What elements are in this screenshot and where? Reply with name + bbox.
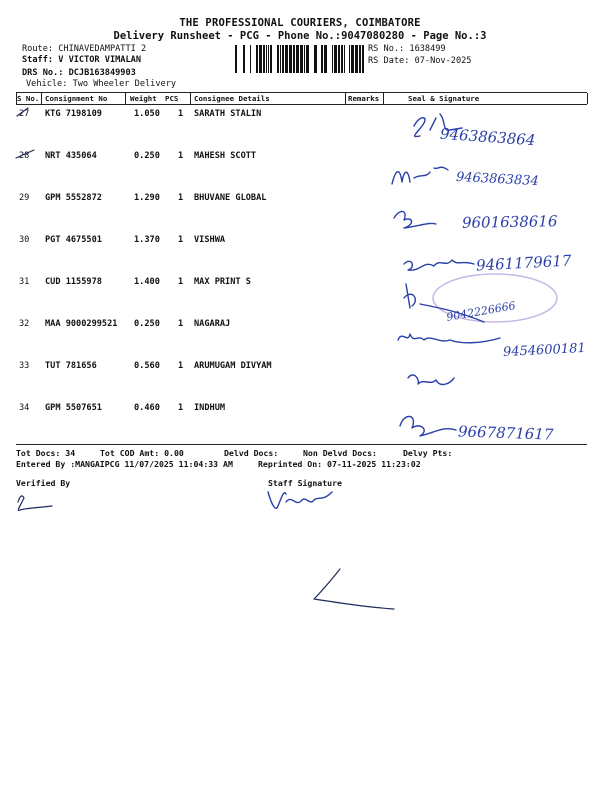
barcode [235, 45, 365, 75]
row-pcs: 1 [178, 235, 184, 245]
row-consignee: MAX PRINT S [194, 277, 251, 287]
header-top-rule [16, 92, 587, 93]
company-title: THE PROFESSIONAL COURIERS, COIMBATORE [179, 17, 421, 29]
column-divider [41, 93, 42, 104]
row-consignment-no: CUD 1155978 [45, 277, 102, 287]
handwritten-phone: 9042226666 [445, 299, 517, 324]
column-divider [190, 93, 191, 104]
row-sno: 33 [19, 361, 30, 371]
rs-date: RS Date: 07-Nov-2025 [368, 56, 472, 66]
row-consignment-no: NRT 435064 [45, 151, 97, 161]
vehicle-label: Vehicle: Two Wheeler Delivery [26, 79, 177, 89]
handwritten-phone: 9454600181 [502, 340, 587, 361]
row-consignee: NAGARAJ [194, 319, 231, 329]
row-weight: 1.290 [134, 193, 160, 203]
col-pcs: PCS [165, 94, 179, 103]
row-pcs: 1 [178, 277, 184, 287]
total-docs: Tot Docs: 34 [16, 448, 76, 458]
handwritten-phone: 9463863864 [439, 124, 536, 150]
row-weight: 0.460 [134, 403, 160, 413]
row-sno: 31 [19, 277, 30, 287]
row-pcs: 1 [178, 151, 184, 161]
row-sno: 30 [19, 235, 30, 245]
row-pcs: 1 [178, 361, 184, 371]
staff-signature [262, 482, 352, 522]
row-weight: 1.050 [134, 109, 160, 119]
row-pcs: 1 [178, 109, 184, 119]
row-pcs: 1 [178, 403, 184, 413]
route-label: Route: CHINAVEDAMPATTI 2 [22, 44, 147, 54]
row-consignee: MAHESH SCOTT [194, 151, 257, 161]
row-weight: 0.250 [134, 319, 160, 329]
non-delivered-docs: Non Delvd Docs: [303, 448, 377, 458]
column-divider [587, 93, 588, 104]
row-pcs: 1 [178, 319, 184, 329]
row-sno: 28 [19, 151, 30, 161]
row-consignment-no: KTG 7198109 [45, 109, 102, 119]
row-consignee: SARATH STALIN [194, 109, 262, 119]
handwritten-phone: 9667871617 [457, 422, 554, 444]
header-bottom-rule [16, 104, 587, 105]
verifier-signature [12, 488, 72, 518]
staff-label: Staff: V VICTOR VIMALAN [22, 55, 141, 65]
column-divider [125, 93, 126, 104]
pen-mark [310, 565, 400, 615]
row-consignment-no: TUT 781656 [45, 361, 97, 371]
row-weight: 1.370 [134, 235, 160, 245]
col-consignee: Consignee Details [194, 94, 270, 103]
row-consignee: ARUMUGAM DIVYAM [194, 361, 272, 371]
col-remarks: Remarks [348, 94, 380, 103]
handwritten-phone: 9601638616 [461, 212, 558, 232]
row-consignment-no: PGT 4675501 [45, 235, 102, 245]
runsheet-subtitle: Delivery Runsheet - PCG - Phone No.:9047080280 - Page No.:3 [113, 30, 487, 42]
handwritten-phone: 9461179617 [475, 251, 572, 275]
col-consignment: Consignment No [45, 94, 108, 103]
row-consignment-no: MAA 9000299521 [45, 319, 118, 329]
column-divider [345, 93, 346, 104]
row-weight: 0.250 [134, 151, 160, 161]
rs-number: RS No.: 1638499 [368, 44, 446, 54]
delivery-points: Delvy Pts: [403, 448, 453, 458]
row-sno: 34 [19, 403, 30, 413]
footer-rule [16, 444, 587, 445]
col-sno: S No. [17, 94, 40, 103]
row-sno: 29 [19, 193, 30, 203]
drs-label: DRS No.: DCJB163849903 [22, 68, 136, 78]
delivery-signatures [390, 108, 600, 448]
total-cod-amount: Tot COD Amt: 0.00 [100, 448, 184, 458]
col-weight: Weight [130, 94, 157, 103]
delivered-docs: Delvd Docs: [224, 448, 279, 458]
reprinted-on: Reprinted On: 07-11-2025 11:23:02 [258, 459, 421, 469]
row-consignee: VISHWA [194, 235, 226, 245]
column-divider [383, 93, 384, 104]
row-sno: 32 [19, 319, 30, 329]
row-consignment-no: GPM 5507651 [45, 403, 102, 413]
row-consignee: INDHUM [194, 403, 226, 413]
row-pcs: 1 [178, 193, 184, 203]
entered-by: Entered By :MANGAIPCG 11/07/2025 11:04:33 AM [16, 459, 233, 469]
row-weight: 1.400 [134, 277, 160, 287]
row-sno: 27 [19, 109, 30, 119]
verified-by-label: Verified By [16, 478, 71, 488]
handwritten-phone: 9463863834 [455, 169, 540, 190]
row-consignee: BHUVANE GLOBAL [194, 193, 267, 203]
row-weight: 0.560 [134, 361, 160, 371]
staff-signature-label: Staff Signature [268, 478, 342, 488]
col-seal-signature: Seal & Signature [408, 94, 480, 103]
row-consignment-no: GPM 5552872 [45, 193, 102, 203]
tick-mark-icon [14, 104, 44, 164]
